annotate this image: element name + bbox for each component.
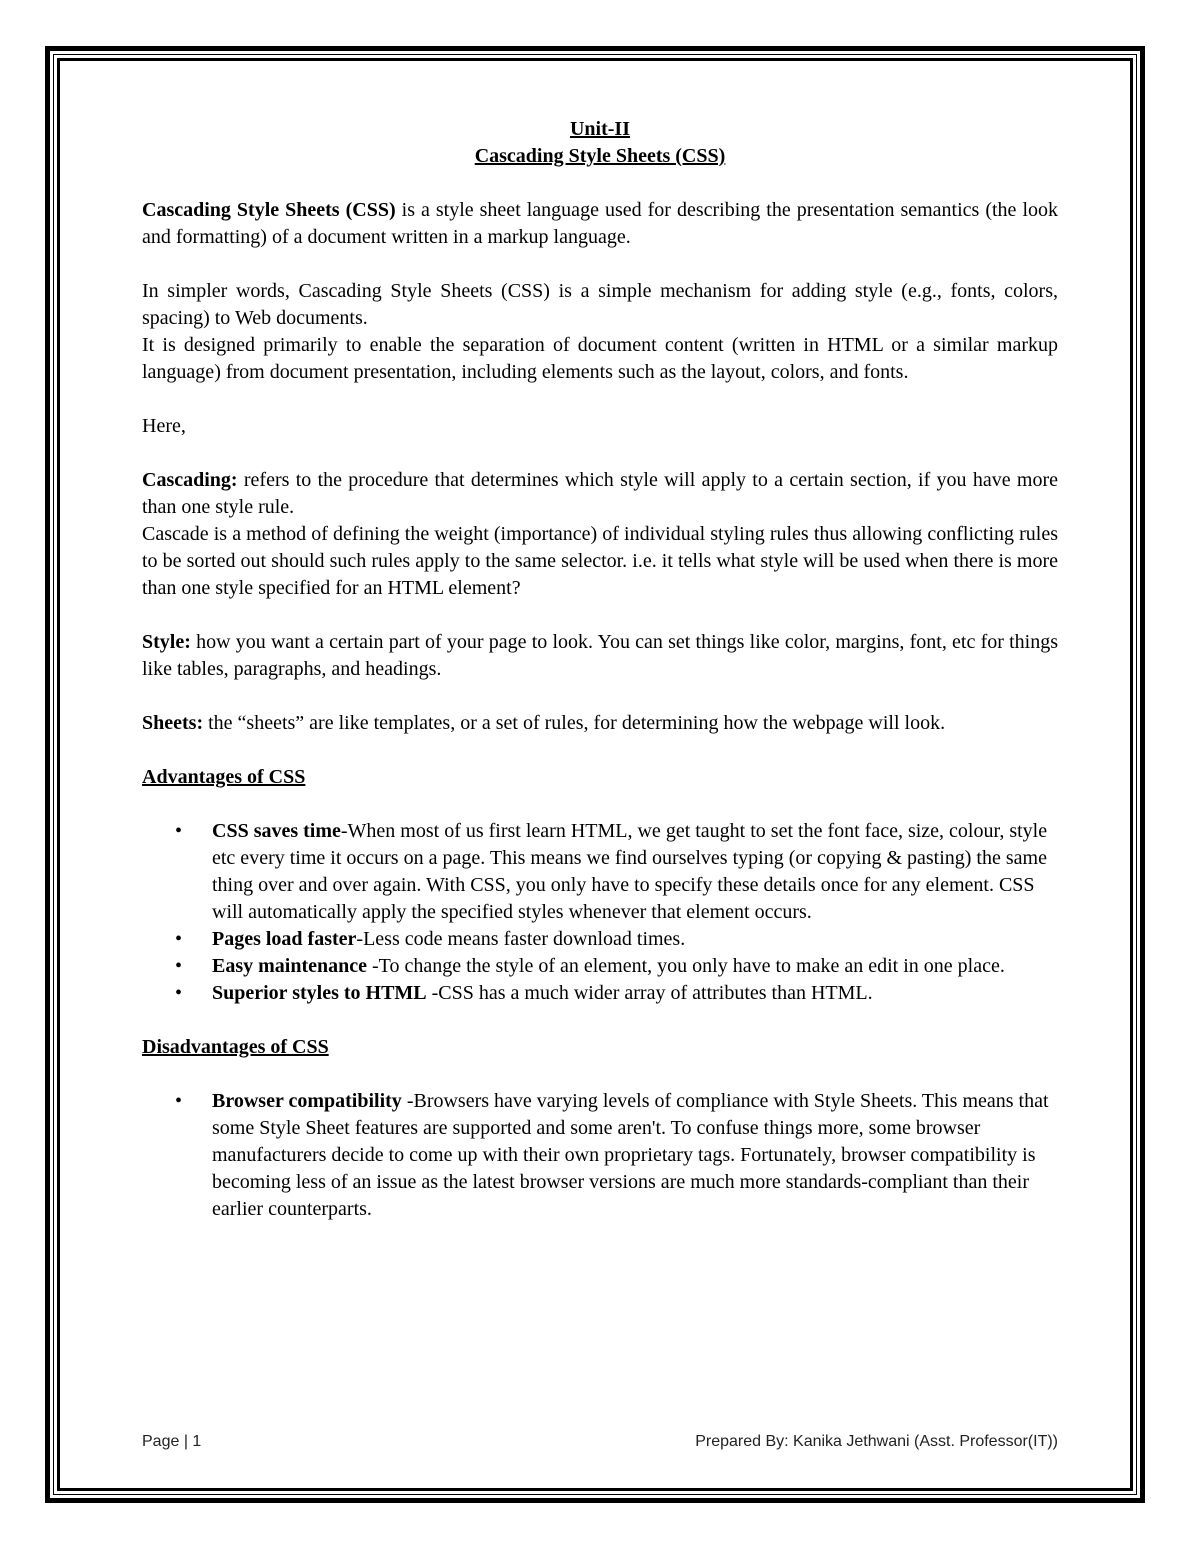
- bullet-icon: •: [175, 928, 183, 950]
- document-body: [142, 116, 1058, 1223]
- intro-term-abbr: (CSS): [345, 199, 396, 221]
- list-item-text: -When most of us first learn HTML, we get taught to set the font face, size, colour, style etc every time it occurs on a page. This means we find ourselves typing (or copying & pasting) the same thing over and over again. With CSS, you only have to specify these details once for any element. CSS will automatically apply the specified styles whenever that element occurs.: [212, 820, 1048, 923]
- bullet-icon: •: [175, 1090, 183, 1112]
- cascading-definition: [142, 467, 1058, 521]
- sheets-definition: [142, 710, 1058, 737]
- intro-paragraph-2: In simpler words, Cascading Style Sheets (CSS) is a simple mechanism for adding style (e.g., fonts, colors, spacing) to Web documents.: [142, 280, 1058, 329]
- spacer: [142, 170, 1058, 197]
- advantages-list: [142, 818, 1058, 1007]
- list-item-text: -To change the style of an element, you only have to make an edit in one place.: [367, 955, 1005, 977]
- list-item: [175, 926, 1058, 953]
- list-item-term: Easy maintenance: [212, 955, 367, 977]
- list-item-term: CSS saves time: [212, 820, 341, 842]
- cascading-text: refers to the procedure that determines which style will apply to a certain section, if you have more than one style rule.: [142, 469, 1058, 518]
- list-item-text: -Browsers have varying levels of compliance with Style Sheets. This means that some Style Sheet features are supported and some aren't. To confuse things more, some browser manufacturers decide to come up with their own proprietary tags. Fortunately, browser compatibility is becoming less of an issue as the latest browser versions are much more standards-compliant than their earlier counterparts.: [212, 1090, 1049, 1220]
- bullet-icon: •: [175, 955, 183, 977]
- spacer: [142, 1061, 1058, 1088]
- list-item-term: Browser compatibility: [212, 1090, 402, 1112]
- spacer: [142, 386, 1058, 413]
- bullet-icon: •: [175, 820, 183, 842]
- disadvantages-list: [142, 1088, 1058, 1223]
- spacer: [142, 683, 1058, 710]
- page-number: Page | 1: [142, 1433, 202, 1450]
- style-term: Style:: [142, 631, 191, 653]
- list-item-text: -CSS has a much wider array of attributes than HTML.: [426, 982, 873, 1004]
- unit-heading: Unit-II: [569, 118, 630, 140]
- list-item: [175, 1088, 1058, 1223]
- style-definition: [142, 629, 1058, 683]
- page-footer: [142, 1433, 1058, 1451]
- list-item: [175, 980, 1058, 1007]
- sheets-text: the “sheets” are like templates, or a set of rules, for determining how the webpage will look.: [203, 712, 946, 734]
- spacer: [142, 602, 1058, 629]
- list-item-text: -Less code means faster download times.: [356, 928, 686, 950]
- sheets-term: Sheets:: [142, 712, 204, 734]
- cascade-definition: Cascade is a method of defining the weight (importance) of individual styling rules thus allowing conflicting rules to be sorted out should such rules apply to the same selector. i.e. it tells what style will be used when there is more than one style specified for an HTML element?: [142, 523, 1058, 599]
- spacer: [142, 440, 1058, 467]
- cascading-term: Cascading:: [142, 469, 238, 491]
- style-text: how you want a certain part of your page to look. You can set things like color, margins, font, etc for things like tables, paragraphs, and headings.: [142, 631, 1058, 680]
- here-label: Here,: [142, 415, 186, 437]
- intro-text: is a style sheet language used for describing the presentation semantics (the look and formatting) of a document written in a markup language.: [142, 199, 1058, 248]
- intro-paragraph-1: [142, 197, 1058, 251]
- bullet-icon: •: [175, 982, 183, 1004]
- intro-term: Cascading Style Sheets: [142, 199, 340, 221]
- disadvantages-heading: Disadvantages of CSS: [142, 1036, 329, 1058]
- document-title: Cascading Style Sheets (CSS): [474, 145, 726, 167]
- spacer: [142, 1007, 1058, 1034]
- advantages-heading: Advantages of CSS: [142, 766, 306, 788]
- list-item-term: Pages load faster: [212, 928, 357, 950]
- spacer: [142, 251, 1058, 278]
- spacer: [142, 737, 1058, 764]
- list-item: [175, 953, 1058, 980]
- intro-paragraph-3: It is designed primarily to enable the separation of document content (written in HTML or a similar markup language) from document presentation, including elements such as the layout, colors, and fonts.: [142, 334, 1058, 383]
- list-item-term: Superior styles to HTML: [212, 982, 427, 1004]
- list-item: [175, 818, 1058, 926]
- prepared-by: Prepared By: Kanika Jethwani (Asst. Professor(IT)): [695, 1433, 1058, 1450]
- spacer: [142, 791, 1058, 818]
